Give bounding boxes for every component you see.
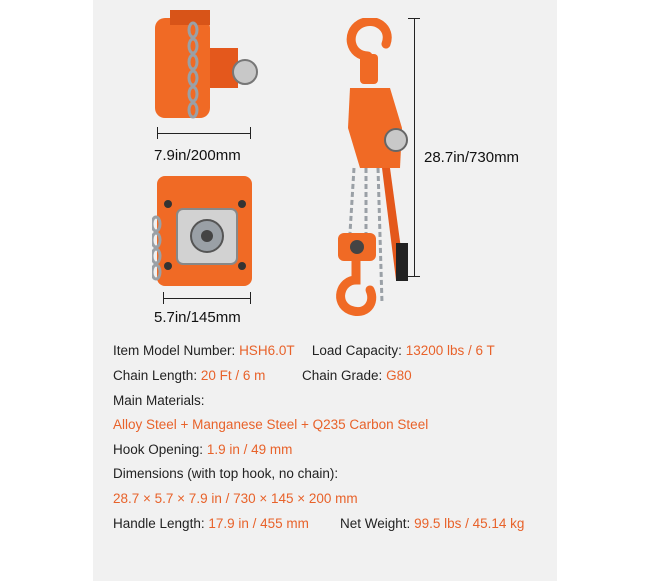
chain-grade-label: Chain Grade:	[302, 368, 383, 383]
weight-label: Net Weight:	[340, 516, 411, 531]
hook-label: Hook Opening:	[113, 442, 204, 457]
chain-grade-value: G80	[386, 368, 412, 383]
depth-dimension-tick-right	[250, 292, 251, 304]
height-dimension-tick-top	[408, 18, 420, 19]
spec-weight	[340, 516, 524, 531]
hoist-full-image	[320, 18, 420, 323]
hook-value: 1.9 in / 49 mm	[206, 442, 293, 457]
height-dimension-label: 28.7in/730mm	[424, 149, 520, 166]
chain-length-value: 20 Ft / 6 m	[200, 368, 266, 383]
model-label: Item Model Number:	[113, 343, 236, 358]
model-value: HSH6.0T	[239, 343, 295, 358]
depth-dimension-line	[163, 298, 251, 299]
capacity-value: 13200 lbs / 6 T	[405, 343, 495, 358]
hoist-side-view-image	[150, 10, 260, 130]
spec-chain-grade	[302, 368, 412, 383]
dims-value: 28.7 × 5.7 × 7.9 in / 730 × 145 × 200 mm	[113, 491, 358, 506]
depth-dimension-tick-left	[163, 292, 164, 304]
spec-row-chain	[113, 368, 265, 383]
weight-value: 99.5 lbs / 45.14 kg	[414, 516, 525, 531]
spec-row-handle	[113, 516, 309, 531]
width-dimension-label: 7.9in/200mm	[154, 147, 241, 164]
materials-value: Alloy Steel + Manganese Steel + Q235 Carbon Steel	[113, 417, 429, 432]
handle-label: Handle Length:	[113, 516, 205, 531]
spec-row-model-capacity	[113, 343, 495, 358]
capacity-label: Load Capacity:	[311, 343, 402, 358]
depth-dimension-label: 5.7in/145mm	[154, 309, 241, 326]
chain-length-label: Chain Length:	[113, 368, 198, 383]
handle-value: 17.9 in / 455 mm	[208, 516, 309, 531]
width-dimension-tick-left	[157, 127, 158, 139]
width-dimension-line	[157, 133, 251, 134]
dims-label: Dimensions (with top hook, no chain):	[113, 466, 339, 481]
width-dimension-tick-right	[250, 127, 251, 139]
hoist-front-view-image	[152, 174, 262, 292]
materials-label: Main Materials:	[113, 393, 205, 408]
height-dimension-line	[414, 18, 415, 276]
height-dimension-tick-bottom	[408, 276, 420, 277]
spec-row-hook	[113, 442, 292, 457]
